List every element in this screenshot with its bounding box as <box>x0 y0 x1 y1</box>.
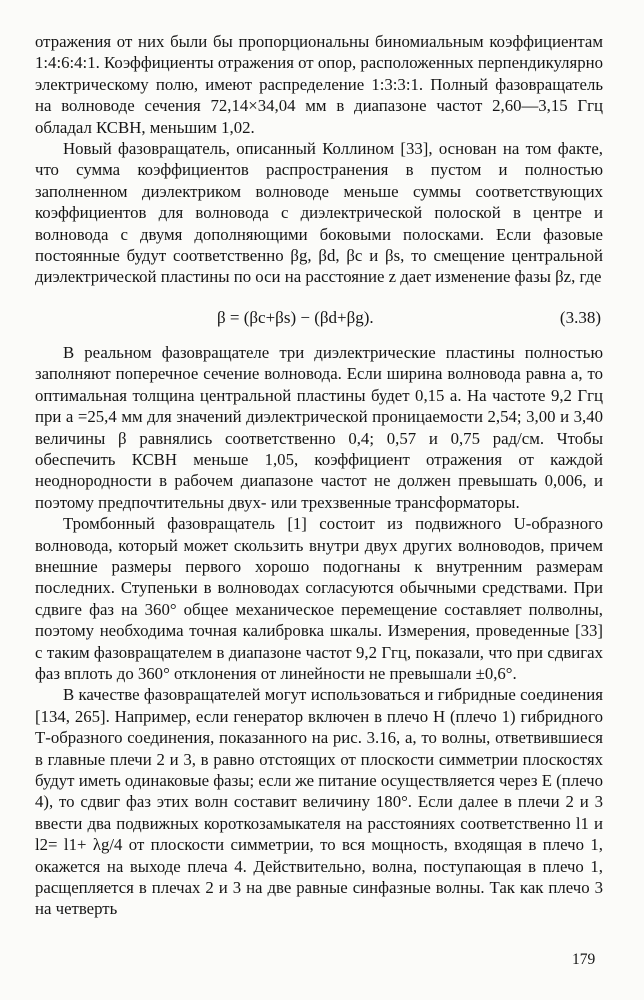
body-text <box>35 31 603 920</box>
paragraph-3: В реальном фазовращателе три диэлектрические пластины полностью заполняют поперечное сечение волновода. Если ширина волновода равна a, то оптимальная толщина центральной пластины будет 0,15 a. На частоте 9,2 Ггц при a =25,4 мм для значений диэлектрической проницаемости 2,54; 3,00 и 3,40 величины β равнялись соответственно 0,4; 0,57 и 0,75 рад/см. Чтобы обеспечить КСВН меньше 1,05, коэффициент отражения от каждой неоднородности в рабочем диапазоне частот не должен превышать 0,006, и поэтому предпочтительны двух- или трехзвенные трансформаторы. <box>35 342 603 512</box>
paragraph-2: Новый фазовращатель, описанный Коллином [33], основан на том факте, что сумма коэффициентов распространения в пустом и полностью заполненном диэлектриком волноводе меньше суммы соответствующих коэффициентов для волновода с диэлектрической полоской в центре и волновода с двумя дополняющими боковыми полосками. Если фазовые постоянные будут соответственно βg, βd, βc и βs, то смещение центральной диэлектрической пластины по оси на расстояние z дает изменение фазы βz, где <box>35 139 603 287</box>
paragraph-5: В качестве фазовращателей могут использоваться и гибридные соединения [134, 265]. Например, если генератор включен в плечо H (плечо 1) гибридного Т-образного соединения, показанного на рис. 3.16, a, то волны, ответвившиеся в главные плечи 2 и 3, в равно отстоящих от плоскости симметрии плоскостях будут иметь одинаковые фазы; если же питание осуществляется через E (плечо 4), то сдвиг фаз этих волн составит величину 180°. Если далее в плечи 2 и 3 ввести два подвижных короткозамыкателя на расстояниях соответственно l1 и l2= l1+ λg/4 от плоскости симметрии, то вся мощность, входящая в плечо 1, окажется на выходе плеча 4. Действительно, волна, поступающая в плечо 1, расщепляется в плечах 2 и 3 на две равные синфазные волны. Так как плечо 3 на четверть <box>35 685 603 919</box>
equation-number: (3.38) <box>559 307 601 327</box>
equation-3-38 <box>35 298 603 338</box>
paragraph-1: отражения от них были бы пропорциональны биномиальным коэффициентам 1:4:6:4:1. Коэффициенты отражения от опор, расположенных перпендикулярно электрическому полю, имеют распределение 1:3:3:1. Полный фазовращатель на волноводе сечения 72,14×34,04 мм в диапазоне частот 2,60—3,15 Ггц обладал КСВН, меньшим 1,02. <box>35 32 603 137</box>
equation-expression: β = (βc+βs) − (βd+βg). <box>217 307 374 327</box>
page-number: 179 <box>572 951 596 968</box>
paragraph-4: Тромбонный фазовращатель [1] состоит из подвижного U-образного волновода, который может скользить внутри двух других волноводов, причем внешние размеры первого хорошо подогнаны к внутренним размерам последних. Ступеньки в волноводах согласуются обычными средствами. При сдвиге фаз на 360° общее механическое перемещение составляет полволны, поэтому необходима точная калибровка шкалы. Измерения, проведенные [33] с таким фазовращателем в диапазоне частот 9,2 Ггц, показали, что при сдвигах фаз вплоть до 360° отклонения от линейности не превышали ±0,6°. <box>35 514 603 683</box>
